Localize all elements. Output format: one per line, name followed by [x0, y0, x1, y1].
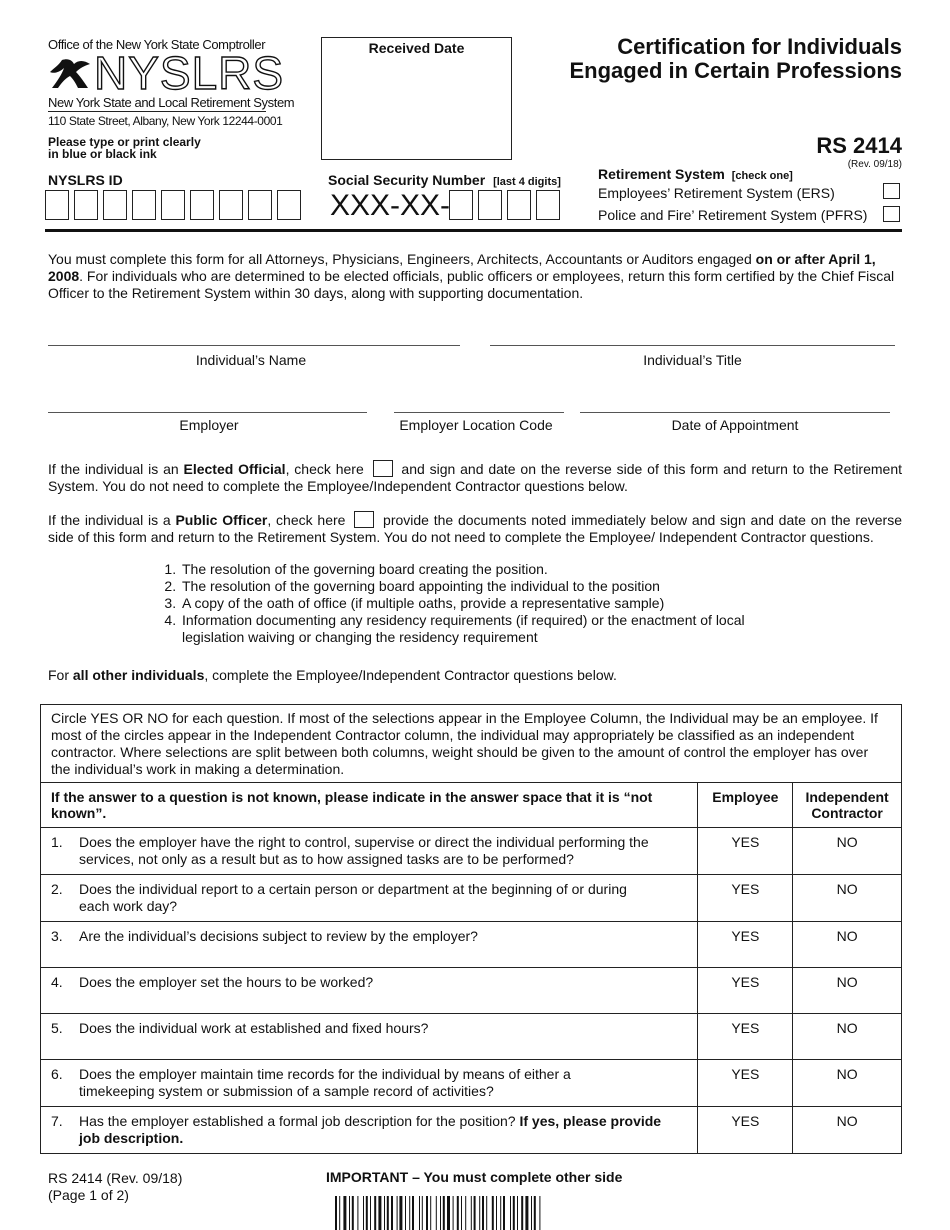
requirement-item: 3. A copy of the oath of office (if multiple oaths, provide a representative sample) — [180, 595, 820, 612]
ssn-label: Social Security Number — [328, 172, 486, 188]
intro-paragraph — [48, 251, 902, 302]
ssn-last4-input[interactable] — [449, 190, 561, 222]
ssn-digit[interactable] — [449, 190, 473, 220]
question-number: 5. — [51, 1020, 63, 1036]
answer-yes[interactable]: YES — [698, 875, 793, 922]
elected-text-mid: , check here — [285, 461, 364, 477]
header-divider — [48, 111, 266, 112]
answer-yes[interactable]: YES — [698, 1107, 793, 1154]
answer-yes[interactable]: YES — [698, 968, 793, 1014]
answer-no[interactable]: NO — [793, 1060, 902, 1107]
elected-text-post: and sign and date on the reverse side of this form and return to the Retirement System. You do not need to complete the Employee/Independent Contractor questions below. — [48, 461, 903, 494]
nyslrs-id-digit[interactable] — [248, 190, 272, 220]
retirement-system-label: Retirement System — [598, 166, 725, 182]
individual-name-label: Individual’s Name — [195, 352, 307, 368]
ers-checkbox[interactable] — [883, 183, 900, 199]
question-cell — [41, 1107, 698, 1154]
employer-location-code-label: Employer Location Code — [399, 417, 553, 433]
requirement-item: 4. Information documenting any residency requirements (if required) or the enactment of local legislation waiving or changing the residency requirement — [180, 612, 752, 646]
nyslrs-id-digit[interactable] — [45, 190, 69, 220]
form-title — [569, 35, 902, 83]
nyslrs-logo-icon — [48, 54, 92, 94]
question-text: Does the employer set the hours to be worked? — [79, 974, 374, 990]
question-cell — [41, 875, 698, 922]
question-number: 1. — [51, 834, 63, 850]
questions-table — [40, 782, 902, 1154]
question-cell — [41, 1014, 698, 1060]
answer-no[interactable]: NO — [793, 922, 902, 968]
ssn-note: [last 4 digits] — [493, 176, 561, 188]
answer-no[interactable]: NO — [793, 828, 902, 875]
requirement-item: 2. The resolution of the governing board appointing the individual to the position — [180, 578, 820, 595]
question-text: Does the individual report to a certain person or department at the beginning of or during each work day? — [79, 881, 627, 914]
question-cell — [41, 922, 698, 968]
public-text-pre: If the individual is a — [48, 512, 176, 528]
others-term: all other individuals — [72, 667, 205, 683]
employer-label: Employer — [179, 417, 239, 433]
table-row — [41, 875, 902, 922]
table-row — [41, 1014, 902, 1060]
pfrs-checkbox[interactable] — [883, 206, 900, 222]
others-text-pre: For — [48, 667, 73, 683]
title-line2: Engaged in Certain Professions — [569, 58, 902, 83]
form-number: RS 2414 — [816, 133, 902, 158]
nyslrs-id-digit[interactable] — [103, 190, 127, 220]
intro-date: on or after April 1, 2008 — [48, 251, 876, 284]
question-number: 4. — [51, 974, 63, 990]
ssn-digit[interactable] — [507, 190, 531, 220]
office-name: Office of the New York State Comptroller — [48, 37, 266, 52]
date-of-appointment-line[interactable] — [580, 412, 890, 413]
answer-no[interactable]: NO — [793, 1107, 902, 1154]
question-number: 2. — [51, 881, 63, 897]
nyslrs-id-digit[interactable] — [161, 190, 185, 220]
requirement-item: 1. The resolution of the governing board creating the position. — [180, 561, 820, 578]
individual-title-label: Individual’s Title — [643, 352, 742, 368]
intro-text-1: You must complete this form for all Attorneys, Physicians, Engineers, Architects, Accountants or Auditors engaged — [48, 251, 756, 267]
received-date-label: Received Date — [368, 40, 465, 56]
barcode-icon — [335, 1196, 615, 1230]
public-officer-checkbox[interactable] — [354, 511, 374, 528]
footer-form-info — [48, 1170, 182, 1204]
nyslrs-id-digit[interactable] — [277, 190, 301, 220]
question-text: Does the individual work at established and fixed hours? — [79, 1020, 429, 1036]
header-contractor: Independent Contractor — [793, 783, 902, 828]
header-question: If the answer to a question is not known, please indicate in the answer space that it is “not known”. — [41, 783, 698, 828]
system-name: New York State and Local Retirement System — [48, 95, 295, 110]
elected-official-term: Elected Official — [183, 461, 286, 477]
intro-text-2: . For individuals who are determined to be elected officials, public officers or employees, return this form certified by the Chief Fiscal Officer to the Retirement System within 30 days, along with supporting documentation. — [48, 268, 895, 301]
answer-no[interactable]: NO — [793, 968, 902, 1014]
public-officer-term: Public Officer — [175, 512, 268, 528]
employer-location-code-line[interactable] — [394, 412, 564, 413]
individual-title-line[interactable] — [490, 345, 895, 346]
answer-no[interactable]: NO — [793, 875, 902, 922]
retirement-system-note: [check one] — [731, 170, 793, 182]
question-cell — [41, 968, 698, 1014]
pfrs-label: Police and Fire’ Retirement System (PFRS) — [598, 207, 868, 223]
question-text-bold: If yes, please provide job description. — [79, 1113, 662, 1146]
nyslrs-id-digit[interactable] — [190, 190, 214, 220]
logo-text: NYSLRS — [94, 47, 285, 99]
address: 110 State Street, Albany, New York 12244-0001 — [48, 114, 283, 128]
question-text: Are the individual’s decisions subject to review by the employer? — [79, 928, 478, 944]
question-cell — [41, 828, 698, 875]
section-divider — [45, 229, 902, 232]
table-row — [41, 1060, 902, 1107]
footer-form-rev: RS 2414 (Rev. 09/18) — [48, 1170, 183, 1186]
individual-name-line[interactable] — [48, 345, 460, 346]
elected-official-paragraph — [48, 460, 902, 495]
instructions-line2: in blue or black ink — [48, 147, 157, 161]
others-text-post: , complete the Employee/Independent Contractor questions below. — [204, 667, 617, 683]
answer-yes[interactable]: YES — [698, 1060, 793, 1107]
elected-text-pre: If the individual is an — [48, 461, 184, 477]
question-number: 3. — [51, 928, 63, 944]
question-text — [79, 1113, 679, 1147]
question-number: 7. — [51, 1113, 63, 1129]
table-row — [41, 922, 902, 968]
public-officer-paragraph — [48, 511, 902, 546]
answer-yes[interactable]: YES — [698, 922, 793, 968]
question-text: Does the employer have the right to control, supervise or direct the individual performing the services, not only as a result but as to how assigned tasks are to be performed? — [79, 834, 649, 867]
revision: (Rev. 09/18) — [847, 159, 902, 170]
answer-yes[interactable]: YES — [698, 1014, 793, 1060]
table-header-row — [41, 783, 902, 828]
nyslrs-id-digit[interactable] — [219, 190, 243, 220]
nyslrs-id-digit[interactable] — [132, 190, 156, 220]
answer-yes[interactable]: YES — [698, 828, 793, 875]
employer-line[interactable] — [48, 412, 367, 413]
question-number: 6. — [51, 1066, 63, 1082]
public-text-post: provide the documents noted immediately below and sign and date on the reverse side of this form and return to the Retirement System. You do not need to complete the Employee/ Independent Contractor questions. — [48, 512, 902, 545]
title-line1: Certification for Individuals — [617, 34, 902, 59]
important-notice: IMPORTANT – You must complete other side — [326, 1169, 623, 1185]
ssn-label-row — [328, 172, 561, 188]
nyslrs-id-digit[interactable] — [74, 190, 98, 220]
table-row — [41, 828, 902, 875]
answer-no[interactable]: NO — [793, 1014, 902, 1060]
question-text: Does the employer maintain time records for the individual by means of either a timekeeping system or submission of a sample record of activities? — [79, 1066, 571, 1099]
nyslrs-id-input[interactable] — [45, 190, 305, 222]
ssn-digit[interactable] — [536, 190, 560, 220]
question-cell — [41, 1060, 698, 1107]
table-instructions: Circle YES OR NO for each question. If most of the selections appear in the Employee Column, the Individual may be an employee. If most of the circles appear in the Independent Contractor column, the individual may appropriately be classified as an independent contractor. Where selections are split between both columns, weight should be given to the amount of control the employer has over the individual’s work in making a determination. — [40, 704, 902, 784]
ers-label: Employees’ Retirement System (ERS) — [598, 185, 835, 201]
instructions-line1: Please type or print clearly — [48, 135, 201, 149]
table-row — [41, 968, 902, 1014]
ssn-prefix: XXX-XX- — [330, 189, 451, 222]
header-employee: Employee — [698, 783, 793, 828]
public-text-mid: , check here — [267, 512, 346, 528]
date-of-appointment-label: Date of Appointment — [671, 417, 799, 433]
other-individuals-paragraph — [48, 667, 902, 684]
ssn-digit[interactable] — [478, 190, 502, 220]
received-date-box — [321, 37, 512, 160]
footer-page: (Page 1 of 2) — [48, 1187, 129, 1203]
retirement-system-label-row — [598, 166, 793, 182]
elected-official-checkbox[interactable] — [373, 460, 393, 477]
question-text-plain: Has the employer established a formal job description for the position? — [79, 1113, 520, 1129]
nyslrs-id-label: NYSLRS ID — [48, 172, 123, 188]
table-row — [41, 1107, 902, 1154]
requirements-list — [160, 561, 820, 646]
